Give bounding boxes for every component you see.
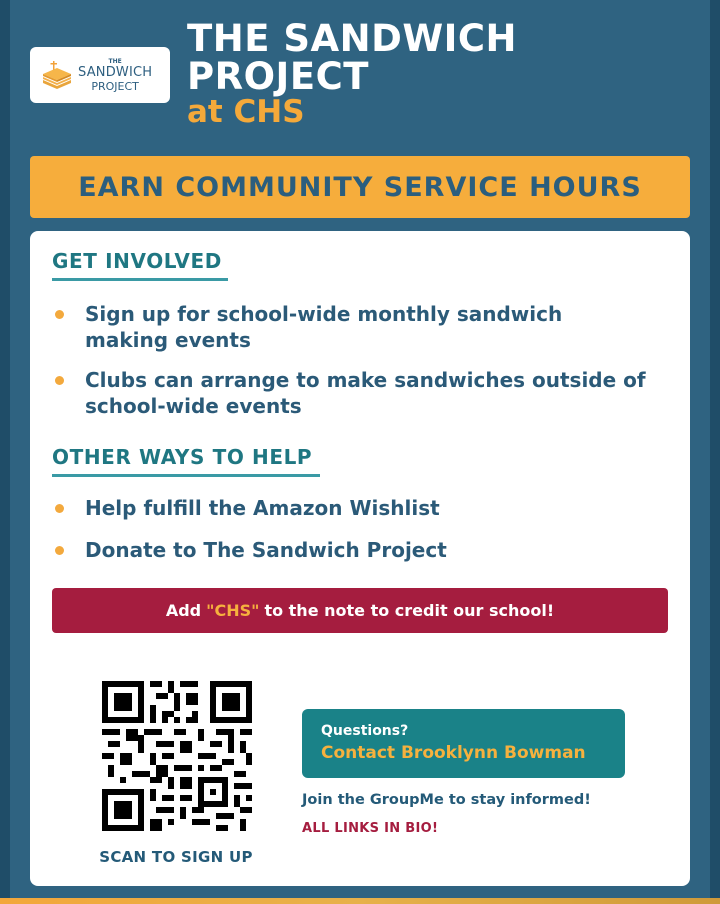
credit-highlight: "CHS" xyxy=(206,601,260,620)
logo-wordmark xyxy=(78,59,152,92)
list-item xyxy=(52,495,652,521)
earn-hours-banner: EARN COMMUNITY SERVICE HOURS xyxy=(30,156,690,218)
heading-underline xyxy=(52,474,320,477)
title-subtitle: at CHS xyxy=(187,94,305,130)
sandwich-icon xyxy=(40,58,74,92)
other-ways-heading xyxy=(52,445,320,477)
contact-box xyxy=(302,709,625,778)
groupme-note: Join the GroupMe to stay informed! xyxy=(302,792,591,808)
list-item xyxy=(52,301,652,353)
sandwich-project-logo xyxy=(30,47,170,103)
list-item-text: Clubs can arrange to make sandwiches outside of school-wide events xyxy=(85,368,646,418)
logo-project: PROJECT xyxy=(91,79,139,93)
scan-to-sign-up-label: SCAN TO SIGN UP xyxy=(99,848,253,866)
bullet-dot-icon xyxy=(55,310,64,319)
links-in-bio: ALL LINKS IN BIO! xyxy=(302,821,439,836)
heading-underline xyxy=(52,278,228,281)
title-line-1: THE SANDWICH xyxy=(187,17,518,60)
other-ways-heading-text: OTHER WAYS TO HELP xyxy=(52,445,313,469)
list-item-text: Donate to The Sandwich Project xyxy=(85,538,447,562)
get-involved-heading-text: GET INVOLVED xyxy=(52,249,222,273)
contact-name: Contact Brooklynn Bowman xyxy=(321,743,586,763)
logo-the: THE xyxy=(108,57,122,65)
right-border xyxy=(710,0,720,904)
credit-after: to the note to credit our school! xyxy=(264,601,555,620)
info-card xyxy=(30,231,690,886)
bullet-dot-icon xyxy=(55,546,64,555)
credit-note-bar xyxy=(52,588,668,633)
logo-sandwich: SANDWICH xyxy=(78,64,153,80)
list-item-text: Help fulfill the Amazon Wishlist xyxy=(85,496,440,520)
list-item-text: Sign up for school-wide monthly sandwich making events xyxy=(85,302,563,352)
list-item xyxy=(52,367,652,419)
signup-qr-code[interactable] xyxy=(102,681,252,831)
get-involved-heading xyxy=(52,249,228,281)
bullet-dot-icon xyxy=(55,504,64,513)
bottom-accent-strip xyxy=(0,898,720,904)
contact-question: Questions? xyxy=(321,723,409,739)
credit-before: Add xyxy=(165,601,202,620)
bullet-dot-icon xyxy=(55,376,64,385)
left-border xyxy=(0,0,10,904)
title-line-2: PROJECT xyxy=(187,55,369,98)
list-item xyxy=(52,537,652,563)
